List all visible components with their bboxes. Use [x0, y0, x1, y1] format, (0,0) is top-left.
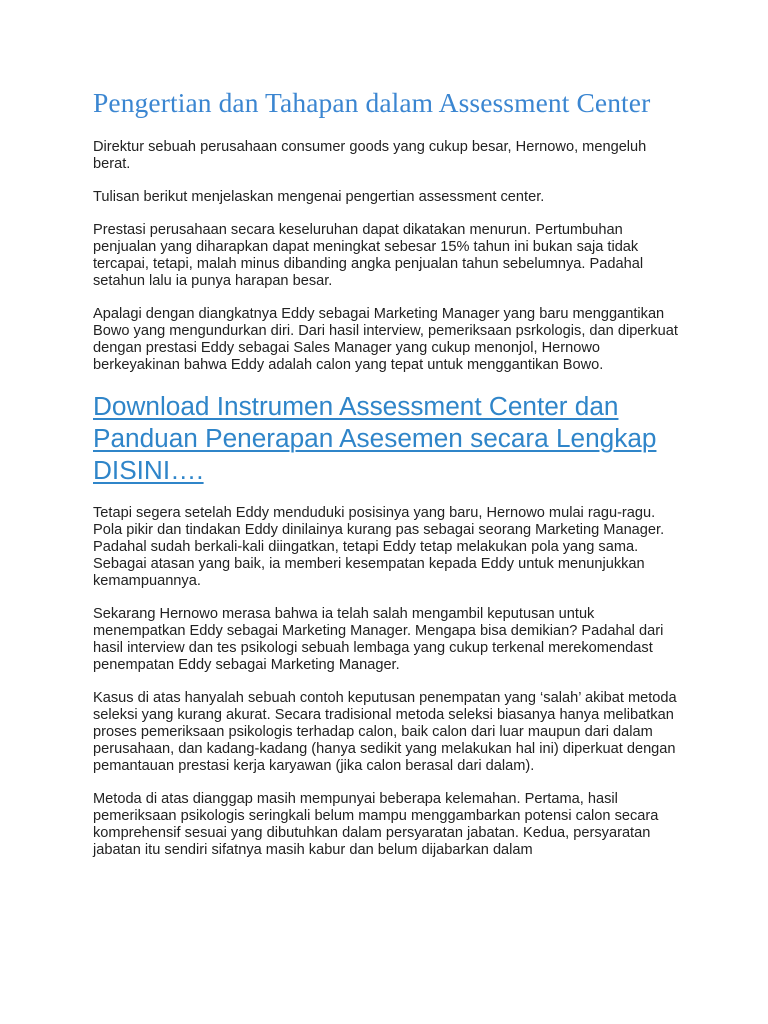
paragraph-regret: Sekarang Hernowo merasa bahwa ia telah salah mengambil keputusan untuk menempatkan Eddy sebagai Marketing Manager. Mengapa bisa demikian? Padahal dari hasil interview dan tes psikologi sebuah lembaga yang cukup terkenal merekomendast penempatan Eddy sebagai Marketing Manager. [93, 606, 664, 673]
article-title: Pengertian dan Tahapan dalam Assessment Center [93, 87, 651, 118]
paragraph-intro: Direktur sebuah perusahaan consumer goods yang cukup besar, Hernowo, mengeluh berat. [93, 139, 647, 172]
paragraph-performance: Prestasi perusahaan secara keseluruhan dapat dikatakan menurun. Pertumbuhan penjualan yang diharapkan dapat meningkat sebesar 15% tahun ini bukan saja tidak tercapai, tetapi, malah minus dibanding angka penjualan tahun sebelumnya. Padahal setahun lalu ia punya harapan besar. [93, 222, 644, 289]
document-page [93, 86, 683, 875]
paragraph-weakness: Metoda di atas dianggap masih mempunyai beberapa kelemahan. Pertama, hasil pemeriksaan psikologis seringkali belum mampu menggambarkan potensi calon secara komprehensif sesuai yang dibutuhkan dalam persyaratan jabatan. Kedua, persyaratan jabatan itu sendiri sifatnya masih kabur dan belum dijabarkan dalam [93, 791, 659, 858]
paragraph-purpose: Tulisan berikut menjelaskan mengenai pengertian assessment center. [93, 189, 545, 205]
paragraph-appointment: Apalagi dengan diangkatnya Eddy sebagai Marketing Manager yang baru menggantikan Bowo yang mengundurkan diri. Dari hasil interview, pemeriksaan psrkologis, dan diperkuat dengan prestasi Eddy sebagai Sales Manager yang cukup menonjol, Hernowo berkeyakinan bahwa Eddy adalah calon yang tepat untuk menggantikan Bowo. [93, 306, 678, 373]
paragraph-case: Kasus di atas hanyalah sebuah contoh keputusan penempatan yang ‘salah’ akibat metoda seleksi yang kurang akurat. Secara tradisional metoda seleksi biasanya hanya melibatkan proses pemeriksaan psikologis terhadap calon, baik calon dari luar maupun dari dalam perusahaan, dan kadang-kadang (hanya sedikit yang melakukan hal ini) diperkuat dengan pemantauan prestasi kerja karyawan (jika calon berasal dari dalam). [93, 690, 677, 774]
download-instrument-link[interactable]: Download Instrumen Assessment Center dan Panduan Penerapan Asesemen secara Lengkap DISINI…. [93, 391, 657, 485]
paragraph-doubt: Tetapi segera setelah Eddy menduduki posisinya yang baru, Hernowo mulai ragu-ragu. Pola pikir dan tindakan Eddy dinilainya kurang pas sebagai seorang Marketing Manager. Padahal sudah berkali-kali diingatkan, tetapi Eddy tetap melakukan pola yang sama. Sebagai atasan yang baik, ia memberi kesempatan kepada Eddy untuk menunjukkan kemampuannya. [93, 505, 665, 589]
